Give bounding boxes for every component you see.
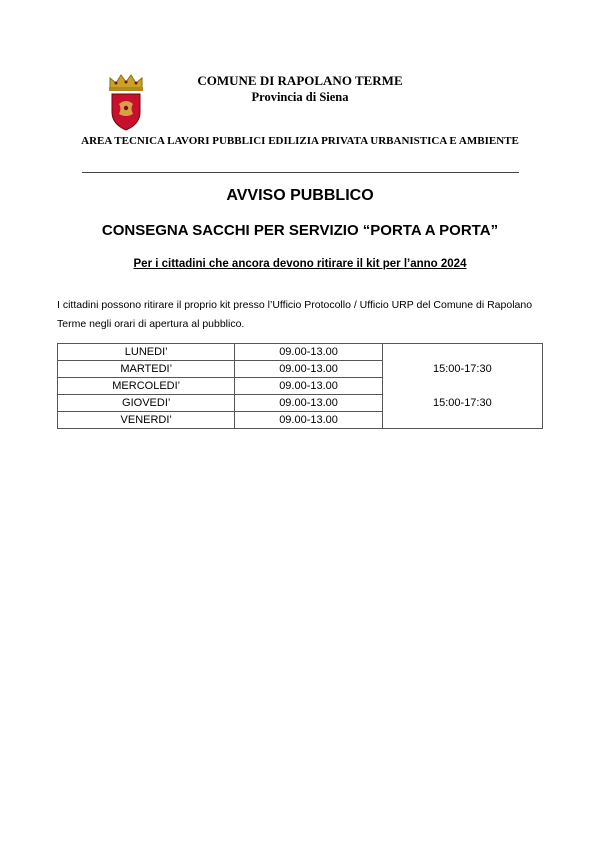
morning-hours-cell: 09.00-13.00 (235, 361, 382, 378)
table-row (58, 378, 543, 395)
afternoon-hours-cell (382, 378, 542, 395)
day-cell: MERCOLEDI’ (58, 378, 235, 395)
opening-hours-table (57, 343, 543, 429)
morning-hours-cell: 09.00-13.00 (235, 378, 382, 395)
table-row (58, 344, 543, 361)
table-row (58, 395, 543, 412)
afternoon-hours-cell: 15:00-17:30 (382, 361, 542, 378)
morning-hours-cell: 09.00-13.00 (235, 412, 382, 429)
morning-hours-cell: 09.00-13.00 (235, 344, 382, 361)
table-row (58, 361, 543, 378)
municipality-name: COMUNE DI RAPOLANO TERME (197, 73, 403, 88)
morning-hours-cell: 09.00-13.00 (235, 395, 382, 412)
department-name: AREA TECNICA LAVORI PUBBLICI EDILIZIA PRIVATA URBANISTICA E AMBIENTE (81, 135, 519, 147)
day-cell: VENERDI’ (58, 412, 235, 429)
header-divider (82, 172, 519, 173)
notice-body: I cittadini possono ritirare il proprio kit presso l’Ufficio Protocollo / Ufficio URP del Comune di Rapolano Terme negli orari di apertura al pubblico. (57, 299, 533, 330)
notice-subtitle: Per i cittadini che ancora devono ritirare il kit per l’anno 2024 (133, 258, 467, 270)
day-cell: MARTEDI’ (58, 361, 235, 378)
afternoon-hours-cell (382, 412, 542, 429)
afternoon-hours-cell: 15:00-17:30 (382, 395, 542, 412)
province-name: Provincia di Siena (251, 90, 349, 104)
day-cell: LUNEDI’ (58, 344, 235, 361)
notice-subject: CONSEGNA SACCHI PER SERVIZIO “PORTA A PORTA” (101, 222, 499, 239)
day-cell: GIOVEDI’ (58, 395, 235, 412)
table-row (58, 412, 543, 429)
afternoon-hours-cell (382, 344, 542, 361)
notice-title: AVVISO PUBBLICO (226, 187, 374, 204)
